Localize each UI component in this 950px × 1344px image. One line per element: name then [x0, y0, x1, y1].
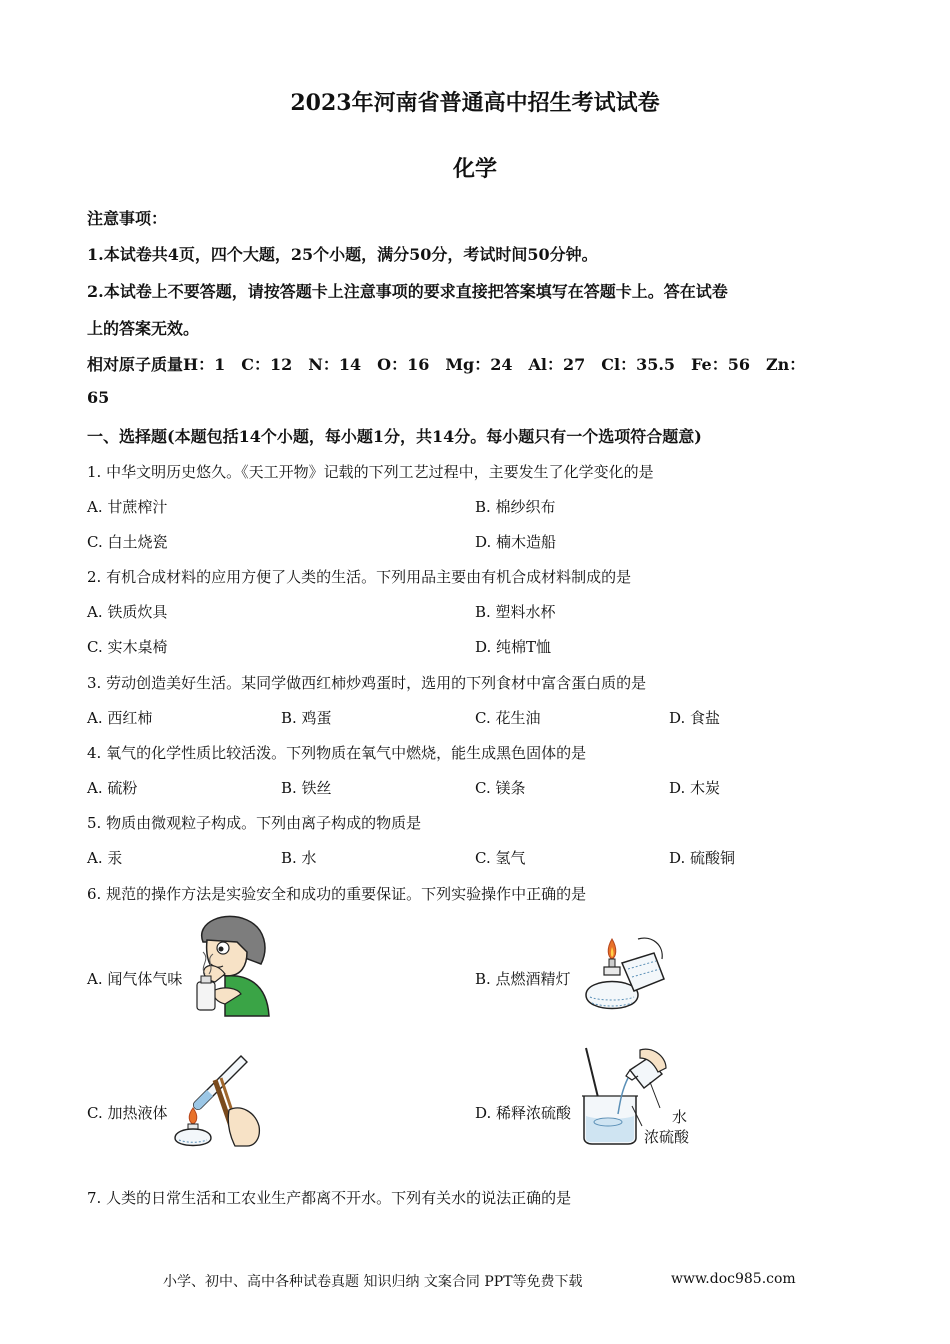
- footer-url[interactable]: www.doc985.com: [671, 1271, 796, 1287]
- notes-heading: 注意事项：: [87, 209, 168, 228]
- option-d: D. 稀释浓硫酸: [475, 1104, 572, 1122]
- question-stem: 6. 规范的操作方法是实验安全和成功的重要保证。下列实验操作中正确的是: [87, 885, 587, 903]
- option-c: C. 氢气: [475, 849, 526, 867]
- section-heading: 一、选择题(本题包括14个小题，每小题1分，共14分。每小题只有一个选项符合题意): [87, 427, 702, 446]
- smelling-gas-illustration: [185, 912, 271, 1016]
- question-stem: 4. 氧气的化学性质比较活泼。下列物质在氧气中燃烧，能生成黑色固体的是: [87, 744, 587, 762]
- option-c: C. 花生油: [475, 709, 541, 727]
- option-b: B. 鸡蛋: [281, 709, 332, 727]
- figure-label-acid: 浓硫酸: [644, 1128, 690, 1146]
- question-stem: 3. 劳动创造美好生活。某同学做西红柿炒鸡蛋时，选用的下列食材中富含蛋白质的是: [87, 674, 647, 692]
- option-a: A. 甘蔗榨汁: [87, 498, 168, 516]
- question-stem: 7. 人类的日常生活和工农业生产都离不开水。下列有关水的说法正确的是: [87, 1189, 572, 1207]
- option-a: A. 铁质炊具: [87, 603, 168, 621]
- option-b: B. 塑料水杯: [475, 603, 556, 621]
- subject-title: 化学: [452, 156, 497, 182]
- figure-label-water: 水: [672, 1108, 688, 1126]
- option-c: C. 白土烧瓷: [87, 533, 168, 551]
- question-stem: 1. 中华文明历史悠久。《天工开物》记载的下列工艺过程中，主要发生了化学变化的是: [87, 463, 654, 481]
- option-b: B. 铁丝: [281, 779, 332, 797]
- footer-text: 小学、初中、高中各种试卷真题 知识归纳 文案合同 PPT等免费下载: [163, 1274, 583, 1290]
- option-a: A. 西红柿: [87, 709, 153, 727]
- option-a: A. 汞: [87, 849, 123, 867]
- notes-line-2b: 上的答案无效。: [87, 319, 200, 338]
- notes-line-1: 1.本试卷共4页，四个大题，25个小题，满分50分，考试时间50分钟。: [87, 245, 598, 264]
- option-d: D. 木炭: [669, 779, 721, 797]
- option-c: C. 镁条: [475, 779, 526, 797]
- heating-liquid-illustration: [175, 1050, 265, 1146]
- exam-title: 2023年河南省普通高中招生考试试卷: [290, 90, 660, 116]
- option-a: A. 硫粉: [87, 779, 138, 797]
- atomic-masses-cont: 65: [87, 388, 110, 407]
- option-d: D. 食盐: [669, 709, 721, 727]
- alcohol-lamp-lighting-illustration: [578, 935, 668, 1021]
- option-c: C. 加热液体: [87, 1104, 168, 1122]
- option-a: A. 闻气体气味: [87, 970, 183, 988]
- option-d: D. 楠木造船: [475, 533, 557, 551]
- question-stem: 2. 有机合成材料的应用方便了人类的生活。下列用品主要由有机合成材料制成的是: [87, 568, 632, 586]
- option-c: C. 实木桌椅: [87, 638, 168, 656]
- option-d: D. 硫酸铜: [669, 849, 736, 867]
- notes-line-2a: 2.本试卷上不要答题，请按答题卡上注意事项的要求直接把答案填写在答题卡上。答在试卷: [87, 282, 728, 301]
- option-b: B. 水: [281, 849, 317, 867]
- option-d: D. 纯棉T恤: [475, 638, 552, 656]
- question-stem: 5. 物质由微观粒子构成。下列由离子构成的物质是: [87, 814, 422, 832]
- atomic-masses: 相对原子质量H：1 C：12 N：14 O：16 Mg：24 Al：27 Cl：35.5 Fe：56 Zn：: [87, 355, 806, 374]
- option-b: B. 点燃酒精灯: [475, 970, 571, 988]
- option-b: B. 棉纱织布: [475, 498, 556, 516]
